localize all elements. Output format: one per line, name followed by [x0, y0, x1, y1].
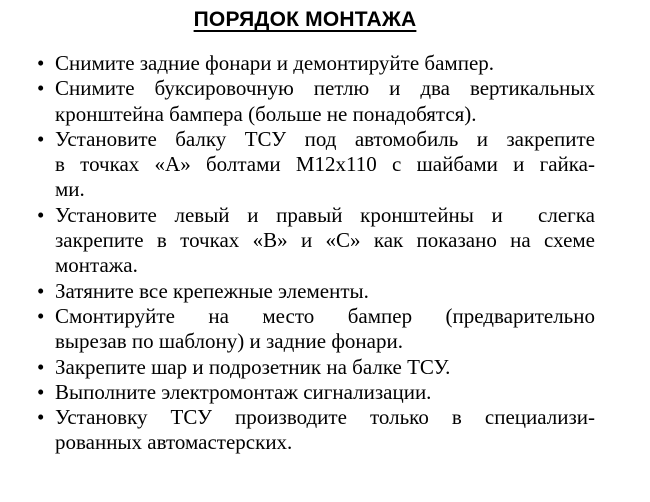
- instruction-line: Смонтируйте на место бампер (предварительно: [55, 303, 595, 328]
- instruction-list: [37, 51, 595, 456]
- instruction-line: кронштейна бампера (больше не понадобятся).: [55, 101, 477, 126]
- instruction-line: Снимите задние фонари и демонтируйте бампер.: [55, 51, 495, 75]
- instruction-line: вырезав по шаблону) и задние фонари.: [55, 329, 403, 354]
- bullet-icon: •: [37, 278, 45, 303]
- instruction-item: [37, 126, 595, 203]
- instruction-line: ми.: [55, 177, 85, 202]
- bullet-icon: •: [37, 126, 45, 151]
- bullet-icon: •: [37, 202, 45, 227]
- instruction-line: Установите балку ТСУ под автомобиль и закрепите: [55, 126, 595, 151]
- bullet-icon: •: [37, 379, 45, 404]
- instruction-line: Выполните электромонтаж сигнализации.: [55, 379, 432, 404]
- bullet-icon: •: [37, 303, 45, 328]
- instruction-item: [37, 76, 595, 127]
- instruction-line: Установку ТСУ производите только в специализи-: [55, 405, 595, 430]
- instruction-line: рованных автомастерских.: [55, 430, 293, 455]
- instruction-item: [37, 202, 595, 279]
- instruction-line: монтажа.: [55, 253, 138, 278]
- bullet-icon: •: [37, 51, 45, 75]
- instruction-line: Снимите буксировочную петлю и два вертикальных: [55, 76, 595, 101]
- instruction-line: Затяните все крепежные элементы.: [55, 278, 369, 303]
- instruction-line: Закрепите шар и подрозетник на балке ТСУ.: [55, 354, 451, 379]
- instruction-item: [37, 405, 595, 456]
- bullet-icon: •: [37, 354, 45, 379]
- bullet-icon: •: [37, 405, 45, 430]
- document-title: ПОРЯДОК МОНТАЖА: [193, 8, 417, 31]
- instruction-item: [37, 278, 595, 304]
- instruction-line: Установите левый и правый кронштейны и слегка: [55, 202, 595, 227]
- instruction-line: в точках «А» болтами М12х110 с шайбами и гайка-: [55, 152, 595, 177]
- instruction-line: закрепите в точках «В» и «С» как показано на схеме: [55, 228, 595, 253]
- instruction-item: [37, 303, 595, 355]
- instruction-item: [37, 51, 595, 76]
- instruction-item: [37, 379, 595, 405]
- bullet-icon: •: [37, 76, 45, 101]
- title-row: [0, 0, 650, 33]
- instruction-item: [37, 354, 595, 380]
